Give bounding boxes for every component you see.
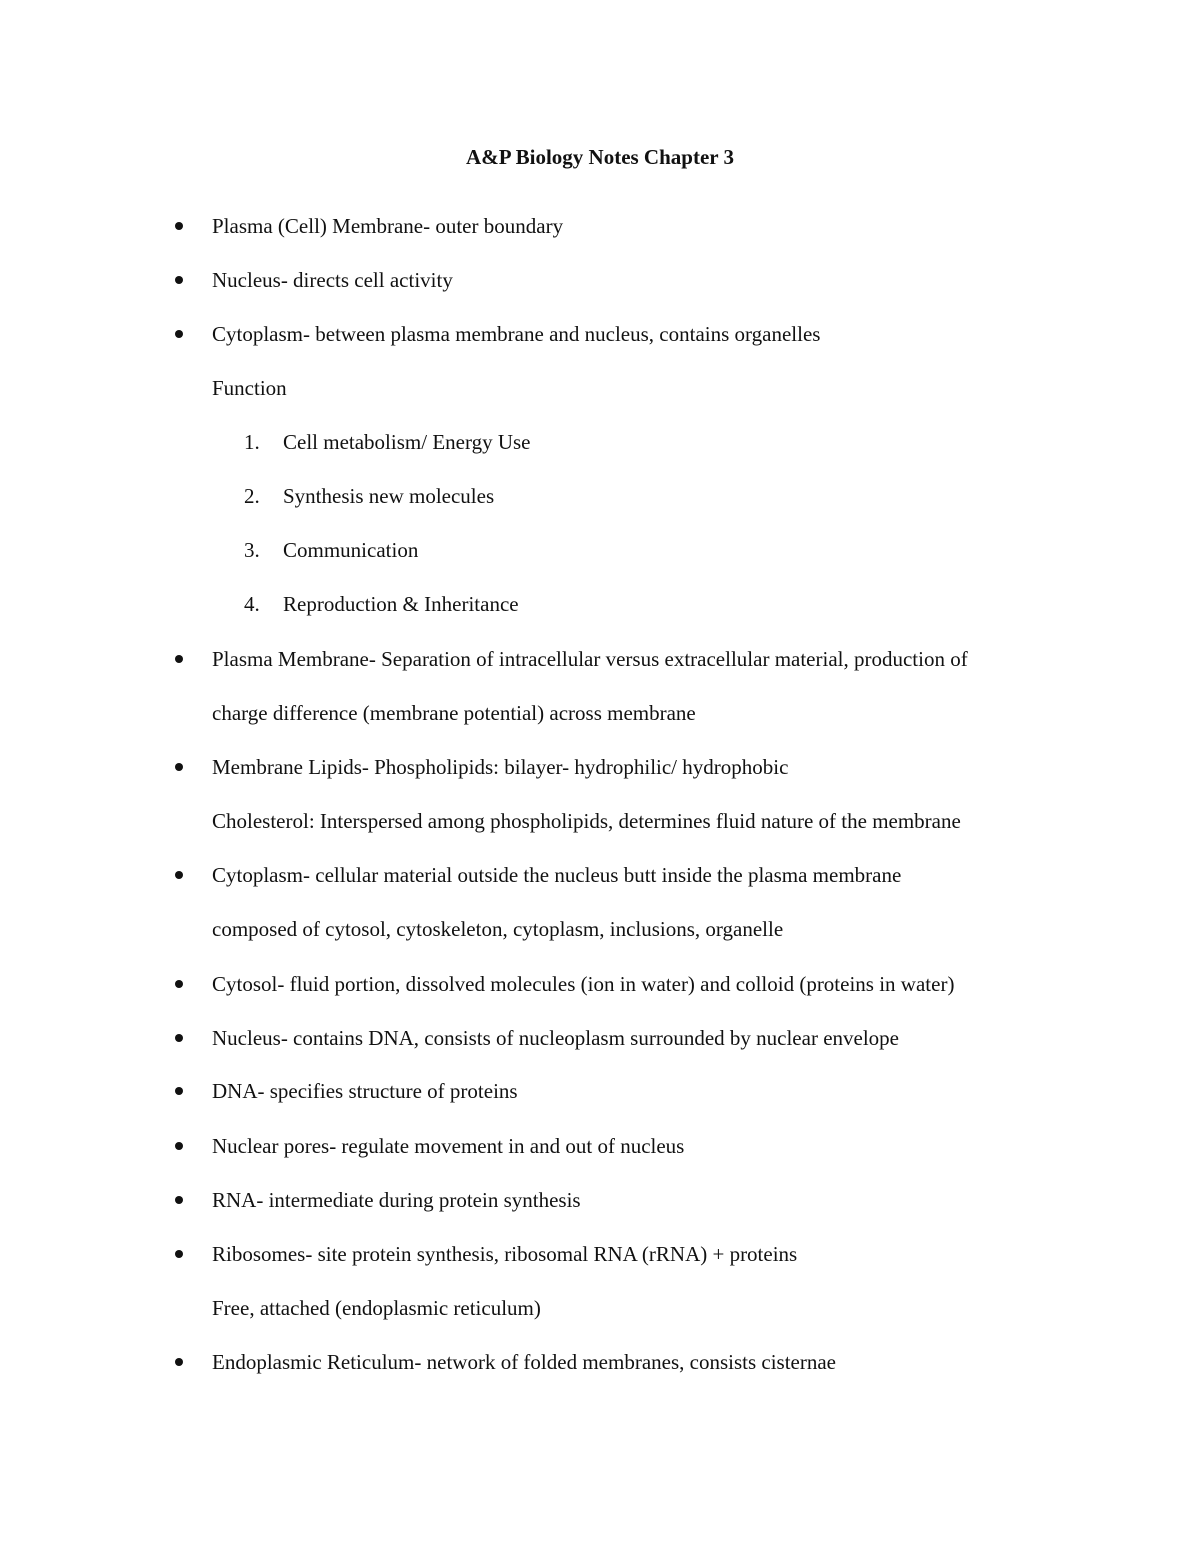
bullet-icon (175, 330, 183, 338)
note-plasma-cell-membrane: Plasma (Cell) Membrane- outer boundary (212, 214, 564, 238)
bullet-icon (175, 1034, 183, 1042)
bullet-icon (175, 222, 183, 230)
bullet-icon (175, 763, 183, 771)
bullet-icon (175, 1250, 183, 1258)
bullet-icon (175, 276, 183, 284)
note-cytosol: Cytosol- fluid portion, dissolved molecules (ion in water) and colloid (proteins in water) (212, 972, 955, 996)
note-membrane-lipids: Membrane Lipids- Phospholipids: bilayer- hydrophilic/ hydrophobic (212, 755, 789, 779)
list-number: 3. (244, 538, 260, 562)
bullet-icon (175, 1358, 183, 1366)
document-title: A&P Biology Notes Chapter 3 (466, 145, 734, 169)
list-number: 4. (244, 592, 260, 616)
list-number: 1. (244, 430, 260, 454)
bullet-icon (175, 980, 183, 988)
function-item: Synthesis new molecules (283, 484, 495, 508)
note-ribosomes-free: Free, attached (endoplasmic reticulum) (212, 1296, 541, 1320)
bullet-icon (175, 1142, 183, 1150)
note-ribosomes: Ribosomes- site protein synthesis, ribosomal RNA (rRNA) + proteins (212, 1242, 798, 1266)
note-dna: DNA- specifies structure of proteins (212, 1079, 518, 1103)
note-rna: RNA- intermediate during protein synthesis (212, 1188, 581, 1212)
function-item: Cell metabolism/ Energy Use (283, 430, 531, 454)
list-number: 2. (244, 484, 260, 508)
bullet-icon (175, 871, 183, 879)
bullet-icon (175, 1196, 183, 1204)
note-nucleus-dna: Nucleus- contains DNA, consists of nucleoplasm surrounded by nuclear envelope (212, 1026, 899, 1050)
note-cytoplasm-cellular: Cytoplasm- cellular material outside the nucleus butt inside the plasma membrane (212, 863, 902, 887)
note-plasma-membrane-continued: charge difference (membrane potential) across membrane (212, 701, 696, 725)
note-cholesterol: Cholesterol: Interspersed among phospholipids, determines fluid nature of the membrane (212, 809, 961, 833)
function-item: Reproduction & Inheritance (283, 592, 519, 616)
note-nucleus-directs: Nucleus- directs cell activity (212, 268, 453, 292)
note-cytoplasm-composed: composed of cytosol, cytoskeleton, cytoplasm, inclusions, organelle (212, 917, 784, 941)
note-cytoplasm-between: Cytoplasm- between plasma membrane and nucleus, contains organelles (212, 322, 821, 346)
bullet-icon (175, 655, 183, 663)
note-plasma-membrane: Plasma Membrane- Separation of intracellular versus extracellular material, production of (212, 647, 968, 671)
note-nuclear-pores: Nuclear pores- regulate movement in and out of nucleus (212, 1134, 685, 1158)
function-heading: Function (212, 376, 287, 400)
note-endoplasmic-reticulum: Endoplasmic Reticulum- network of folded membranes, consists cisternae (212, 1350, 837, 1374)
function-item: Communication (283, 538, 419, 562)
bullet-icon (175, 1087, 183, 1095)
